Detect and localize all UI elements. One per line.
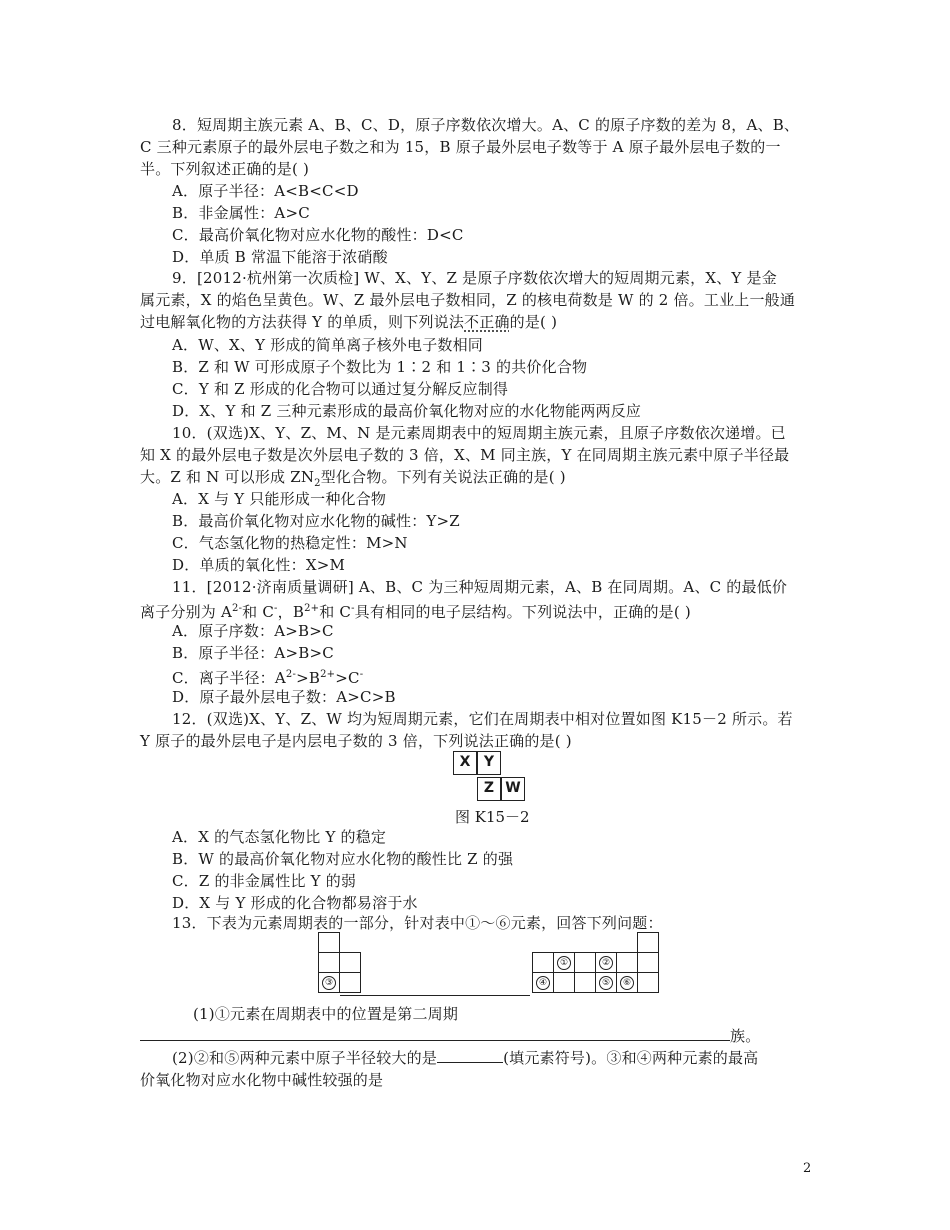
q11-sup1: 2-: [232, 603, 243, 614]
pt-cell: [318, 932, 340, 953]
q13-part2-text: (2)②和⑤两种元素中原子半径较大的是: [172, 1049, 438, 1067]
q9-option-d: D．X、Y 和 Z 三种元素形成的最高价氧化物对应的水化物能两两反应: [172, 402, 642, 420]
pt-cell: [318, 952, 340, 973]
q11-option-a: A．原子序数：A>B>C: [172, 622, 334, 640]
q9-stem-line3-end: 的是( ): [509, 313, 558, 331]
q11-option-b: B．原子半径：A>B>C: [172, 644, 334, 662]
fig-cell-y: Y: [477, 751, 501, 775]
q8-stem-line1: 8．短周期主族元素 A、B、C、D，原子序数依次增大。A、C 的原子序数的差为 8，A、B、: [172, 116, 800, 134]
fig-cell-z: Z: [477, 777, 501, 801]
q10-option-b: B．最高价氧化物对应水化物的碱性：Y>Z: [172, 512, 460, 530]
q11-c-sup2: 2+: [320, 669, 336, 680]
q11-c-sup3: -: [359, 669, 364, 680]
marker-6: ⑥: [620, 976, 634, 990]
q8-stem-line3: 半。下列叙述正确的是( ): [140, 160, 310, 178]
q10-stem-line3-end: 型化合物。下列有关说法正确的是( ): [320, 468, 566, 486]
q11-text-c: ，B: [277, 603, 305, 621]
q10-subscript: 2: [314, 478, 321, 489]
q11-sup2: -: [274, 603, 278, 614]
q11-text-e: 具有相同的电子层结构。下列说法中，正确的是( ): [354, 603, 691, 621]
q9-stem-line2: 属元素，X 的焰色呈黄色。W、Z 最外层电子数相同，Z 的核电荷数是 W 的 2 倍。工业上一般通: [140, 291, 796, 309]
q9-emphasis-not-correct: [464, 313, 510, 331]
q13-part2-line2: 价氧化物对应水化物中碱性较强的是: [140, 1071, 384, 1089]
q9-emphasis-text: 不正确: [464, 313, 510, 331]
pt-cell: [553, 972, 575, 993]
pt-cell-1: [553, 952, 575, 973]
pt-cell-5: [595, 972, 617, 993]
marker-1: ①: [557, 956, 571, 970]
q11-c-sup1: 2-: [285, 669, 297, 680]
q12-stem-line2: Y 原子的最外层电子是内层电子数的 3 倍，下列说法正确的是( ): [140, 732, 572, 750]
periodic-table-baseline: [340, 995, 530, 996]
q11-text-d: 和 C: [319, 603, 352, 621]
q13-stem: 13．下表为元素周期表的一部分，针对表中①～⑥元素，回答下列问题：: [172, 914, 663, 932]
pt-cell: [574, 952, 596, 973]
q10-option-c: C．气态氢化物的热稳定性：M>N: [172, 534, 408, 552]
q13-part2-end: (填元素符号)。③和④两种元素的最高: [503, 1049, 759, 1067]
q10-option-a: A．X 与 Y 只能形成一种化合物: [172, 490, 387, 508]
pt-cell: [637, 952, 659, 973]
pt-cell-6: [616, 972, 638, 993]
q10-stem-line1: 10．(双选)X、Y、Z、M、N 是元素周期表中的短周期主族元素，且原子序数依次递增。已: [172, 424, 786, 442]
q11-text-b: 和 C: [242, 603, 275, 621]
q11-option-d: D．原子最外层电子数：A>C>B: [172, 688, 396, 706]
q8-option-b: B．非金属性：A>C: [172, 204, 310, 222]
q9-stem-line3: [140, 311, 557, 333]
q9-stem-line3-text: 过电解氧化物的方法获得 Y 的单质，则下列说法: [140, 313, 465, 331]
q12-option-d: D．X 与 Y 形成的化合物都易溶于水: [172, 894, 418, 912]
pt-cell: [637, 972, 659, 993]
pt-cell: [574, 972, 596, 993]
q11-text-a: 离子分别为 A: [140, 603, 233, 621]
q9-option-a: A．W、X、Y 形成的简单离子核外电子数相同: [172, 336, 484, 354]
q11-c-text3: >C: [335, 669, 360, 687]
pt-cell-2: [595, 952, 617, 973]
q12-option-b: B．W 的最高价氧化物对应水化物的酸性比 Z 的强: [172, 850, 514, 868]
marker-4: ④: [536, 976, 550, 990]
q8-option-d: D．单质 B 常温下能溶于浓硝酸: [172, 248, 388, 266]
pt-cell-3: [318, 972, 340, 993]
figure-k15-2: [450, 751, 530, 803]
q12-option-c: C．Z 的非金属性比 Y 的弱: [172, 872, 357, 890]
pt-cell: [339, 952, 361, 973]
answer-blank-1[interactable]: [140, 1026, 730, 1041]
q13-part2: [172, 1047, 758, 1069]
fig-cell-w: W: [501, 777, 525, 801]
q11-sup4: -: [351, 603, 355, 614]
pt-cell: [532, 952, 554, 973]
q9-option-b: B．Z 和 W 可形成原子个数比为 1∶2 和 1∶3 的共价化合物: [172, 358, 588, 376]
q11-stem-line1: 11．[2012·济南质量调研] A、B、C 为三种短周期元素，A、B 在同周期。A、C 的最低价: [172, 578, 788, 596]
pt-cell: [637, 932, 659, 953]
q12-option-a: A．X 的气态氢化物比 Y 的稳定: [172, 828, 387, 846]
q11-c-text2: >B: [296, 669, 321, 687]
figure-caption: 图 K15－2: [455, 808, 530, 826]
q8-option-c: C．最高价氧化物对应水化物的酸性：D<C: [172, 226, 464, 244]
q10-stem-line2: 知 X 的最外层电子数是次外层电子数的 3 倍，X、M 同主族，Y 在同周期主族元素中原子半径最: [140, 446, 790, 464]
q9-stem-line1: 9．[2012·杭州第一次质检] W、X、Y、Z 是原子序数依次增大的短周期元素，X、Y 是金: [172, 269, 777, 287]
marker-2: ②: [599, 956, 613, 970]
q8-option-a: A．原子半径：A<B<C<D: [172, 182, 359, 200]
q11-c-text1: C．离子半径：A: [172, 669, 286, 687]
q13-part1: (1)①元素在周期表中的位置是第二周期: [193, 1005, 459, 1023]
periodic-table-fragment: [318, 932, 668, 1000]
q13-part1-answer-line: [140, 1025, 760, 1047]
q11-sup3: 2+: [304, 603, 320, 614]
q9-option-c: C．Y 和 Z 形成的化合物可以通过复分解反应制得: [172, 380, 509, 398]
answer-blank-2[interactable]: [437, 1048, 503, 1063]
q13-part1-end: 族。: [730, 1027, 761, 1045]
pt-cell: [339, 972, 361, 993]
q8-stem-line2: C 三种元素原子的最外层电子数之和为 15，B 原子最外层电子数等于 A 原子最外层电子数的一: [140, 138, 781, 156]
pt-cell-4: [532, 972, 554, 993]
page-number: 2: [803, 1161, 812, 1176]
q10-stem-line3-text: 大。Z 和 N 可以形成 ZN: [140, 468, 315, 486]
marker-5: ⑤: [599, 976, 613, 990]
pt-cell: [616, 952, 638, 973]
fig-cell-x: X: [453, 751, 477, 775]
q10-option-d: D．单质的氧化性：X>M: [172, 556, 346, 574]
q12-stem-line1: 12．(双选)X、Y、Z、W 均为短周期元素，它们在周期表中相对位置如图 K15－2 所示。若: [172, 710, 793, 728]
marker-3: ③: [322, 976, 336, 990]
